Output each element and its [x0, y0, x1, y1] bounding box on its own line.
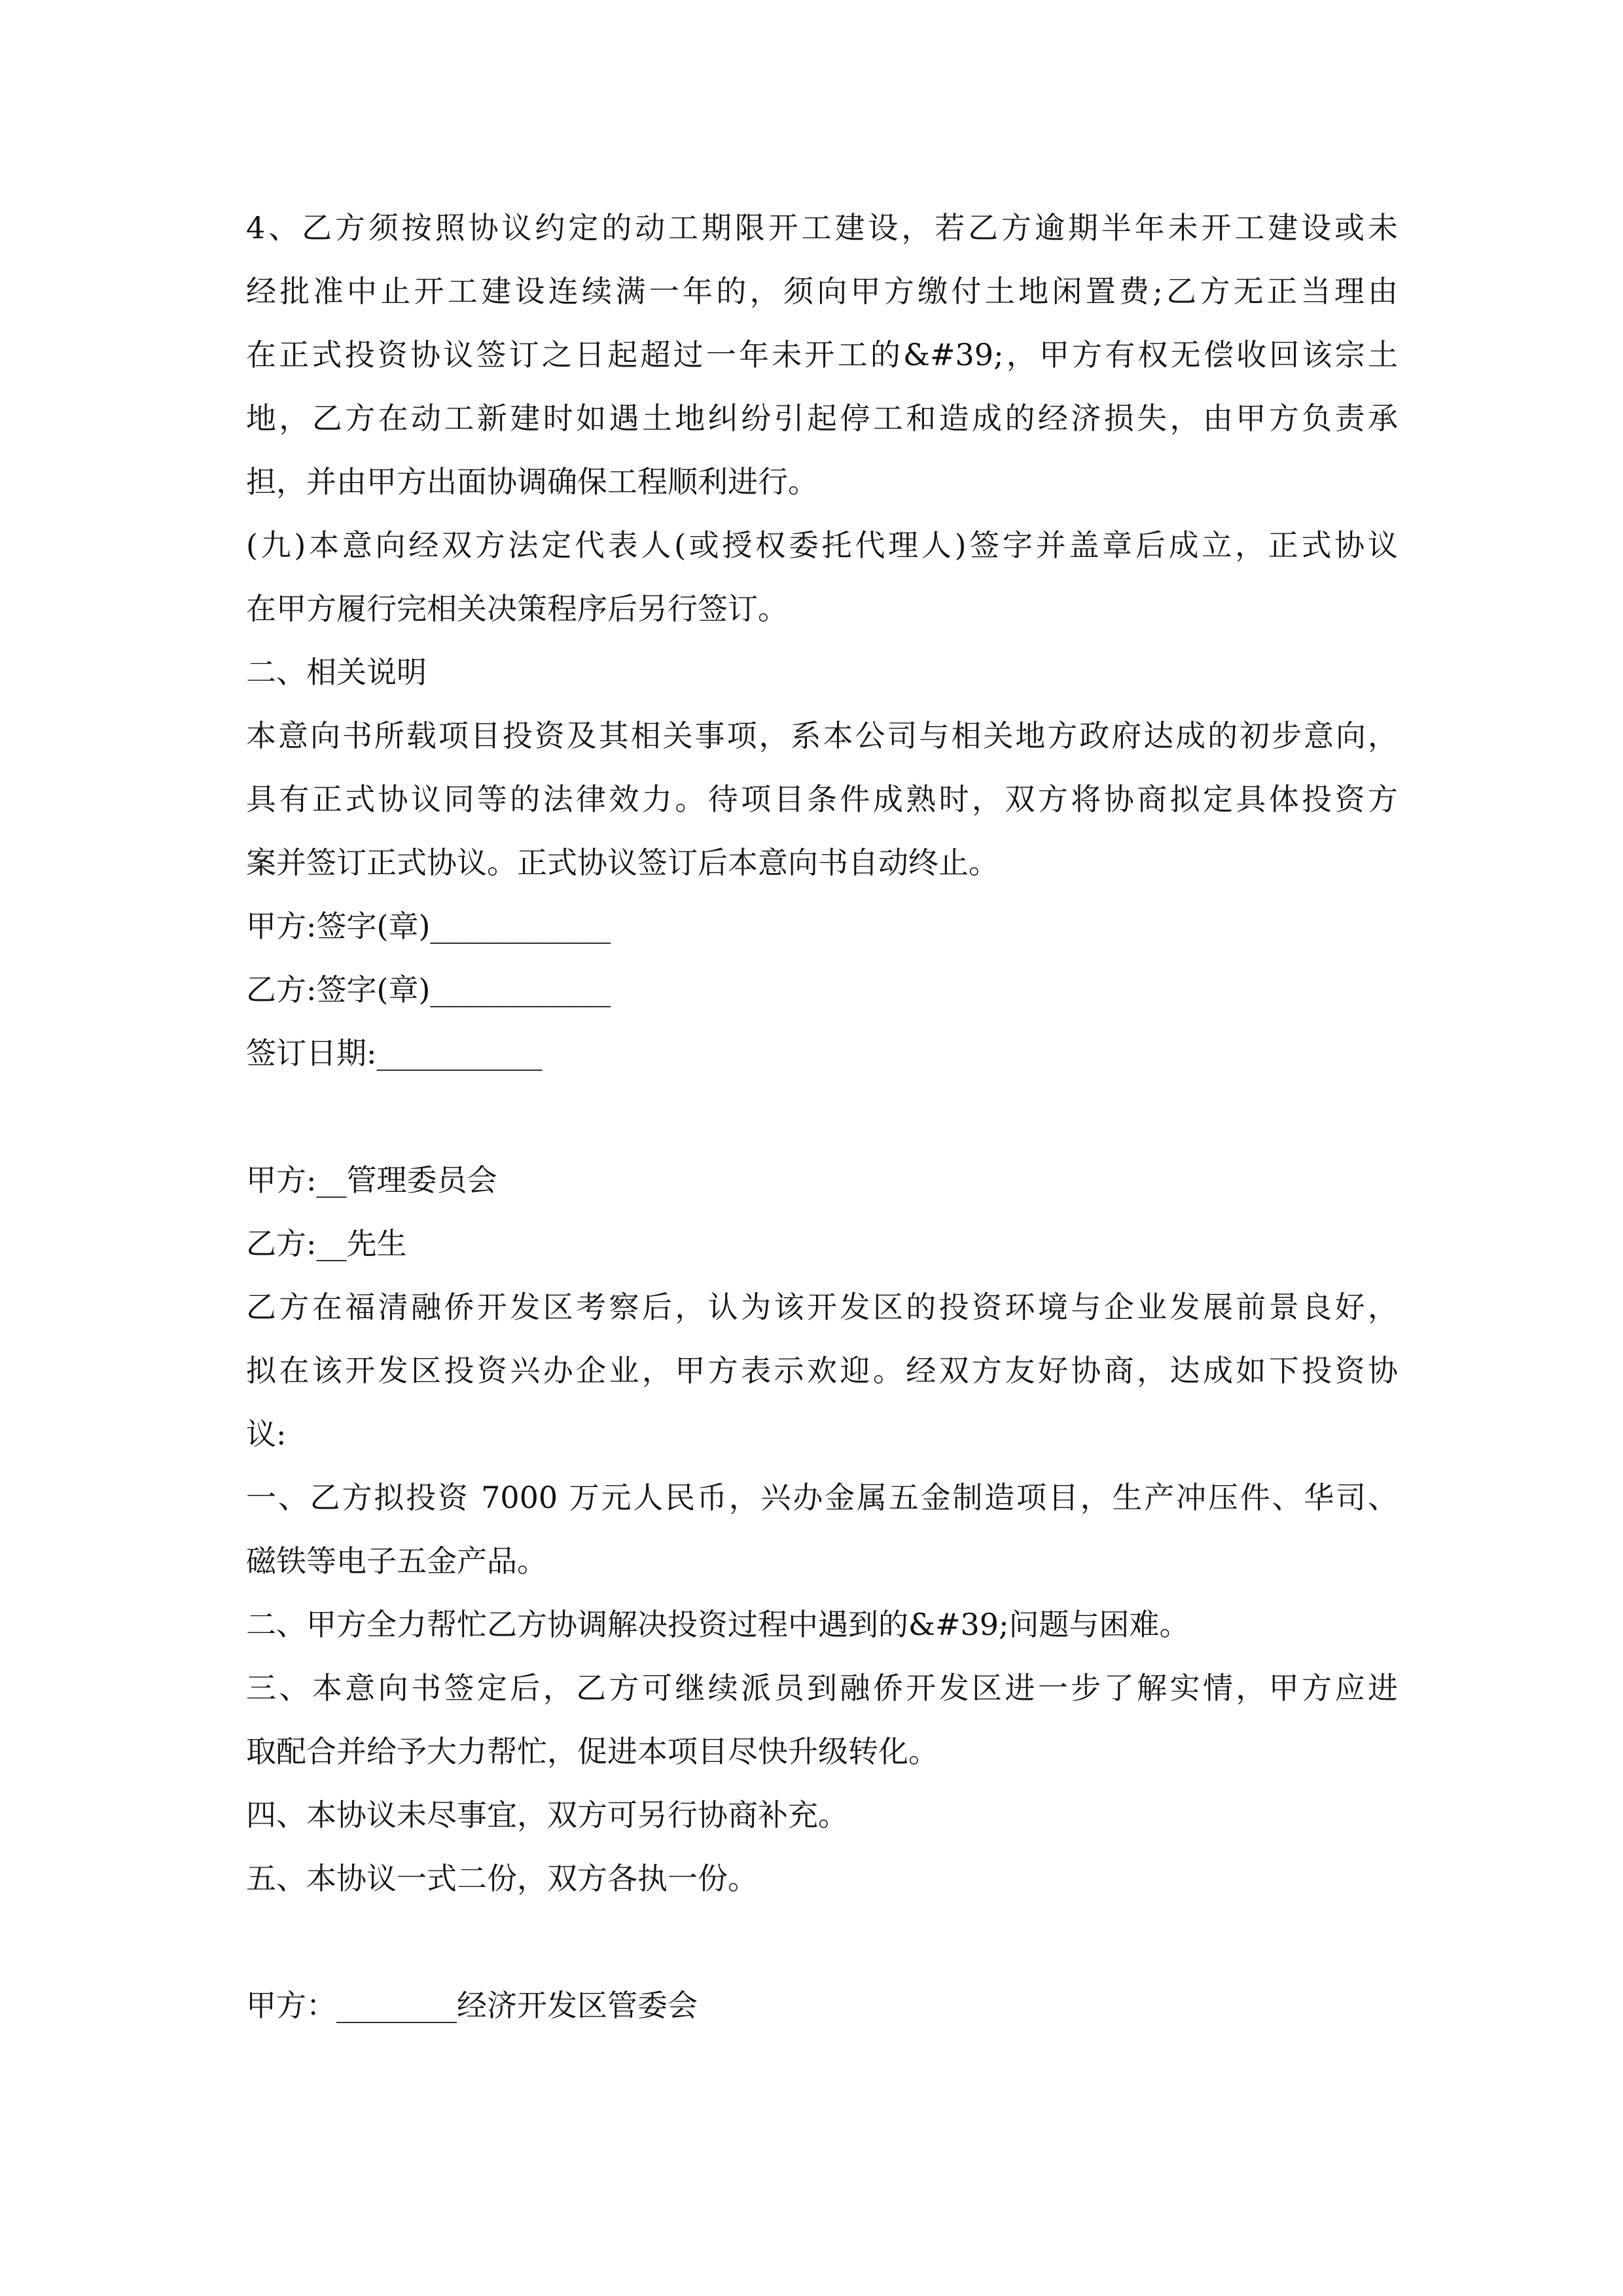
signing-date-line: 签订日期:___________	[246, 1035, 543, 1071]
blank-line	[246, 1910, 1398, 1974]
text-line: 乙方在福清融侨开发区考察后，认为该开发区的投资环境与企业发展前景良好，	[246, 1289, 1398, 1325]
text-line: 磁铁等电子五金产品。	[246, 1543, 547, 1579]
text-line: 二、甲方全力帮忙乙方协调解决投资过程中遇到的&#39;问题与困难。	[246, 1607, 1190, 1642]
text-line: 担，并由甲方出面协调确保工程顺利进行。	[246, 464, 818, 499]
text-line: 议:	[246, 1416, 287, 1452]
text-line: 一、乙方拟投资 7000 万元人民币，兴办金属五金制造项目，生产冲压件、华司、	[246, 1480, 1398, 1515]
text-line: 经批准中止开工建设连续满一年的，须向甲方缴付土地闲置费;乙方无正当理由	[246, 274, 1398, 309]
text-line: 取配合并给予大力帮忙，促进本项目尽快升级转化。	[246, 1734, 938, 1769]
text-line: (九)本意向经双方法定代表人(或授权委托代理人)签字并盖章后成立，正式协议	[246, 528, 1398, 563]
text-line: 在正式投资协议签订之日起超过一年未开工的&#39;，甲方有权无偿收回该宗土	[246, 337, 1398, 372]
text-line: 4、乙方须按照协议约定的动工期限开工建设，若乙方逾期半年未开工建设或未	[246, 210, 1398, 245]
blank-line	[246, 1085, 1398, 1149]
text-line: 三、本意向书签定后，乙方可继续派员到融侨开发区进一步了解实情，甲方应进	[246, 1670, 1398, 1706]
party-a-line: 甲方:__管理委员会	[246, 1162, 497, 1198]
text-line: 四、本协议未尽事宜，双方可另行协商补充。	[246, 1797, 848, 1833]
document-page	[246, 196, 1398, 2037]
text-line: 具有正式协议同等的法律效力。待项目条件成熟时，双方将协商拟定具体投资方	[246, 781, 1398, 817]
party-b-line: 乙方:__先生	[246, 1226, 407, 1261]
text-line: 在甲方履行完相关决策程序后另行签订。	[246, 591, 788, 626]
text-line: 地，乙方在动工新建时如遇土地纠纷引起停工和造成的经济损失，由甲方负责承	[246, 401, 1398, 436]
party-a-signature-line: 甲方：________经济开发区管委会	[246, 1988, 698, 2023]
section-heading: 二、相关说明	[246, 655, 427, 690]
text-line: 拟在该开发区投资兴办企业，甲方表示欢迎。经双方友好协商，达成如下投资协	[246, 1353, 1398, 1388]
text-line: 案并签订正式协议。正式协议签订后本意向书自动终止。	[246, 845, 999, 880]
text-line: 五、本协议一式二份，双方各执一份。	[246, 1861, 758, 1896]
signature-line-party-b: 乙方:签字(章)____________	[246, 972, 611, 1007]
text-line: 本意向书所载项目投资及其相关事项，系本公司与相关地方政府达成的初步意向，	[246, 718, 1398, 753]
signature-line-party-a: 甲方:签字(章)____________	[246, 908, 611, 944]
